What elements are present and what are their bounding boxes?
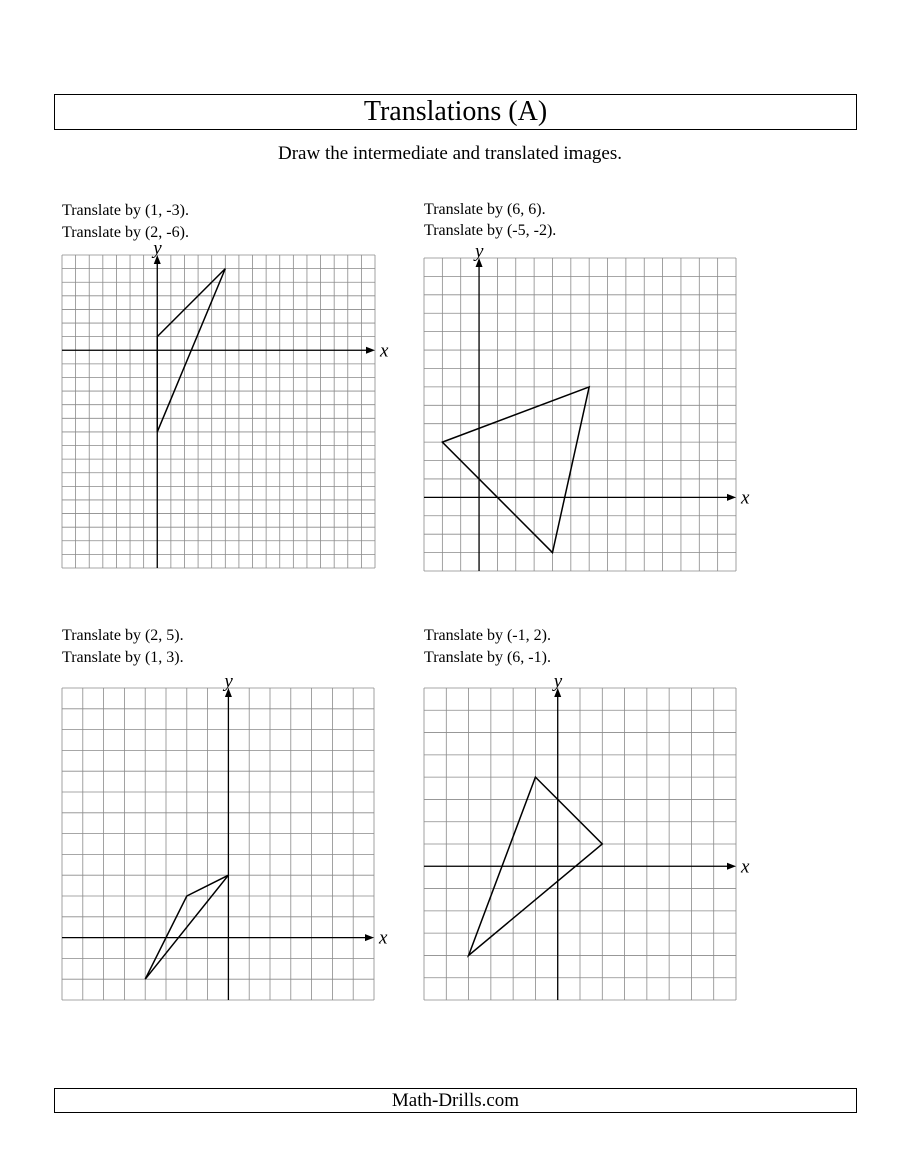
- problem-4-translate-1: Translate by (-1, 2).: [424, 627, 551, 644]
- worksheet-title: Translations (A): [54, 94, 857, 130]
- problem-1-translate-2: Translate by (2, -6).: [62, 224, 189, 241]
- y-axis-label: y: [553, 671, 563, 692]
- x-axis-label: x: [379, 927, 388, 949]
- coordinate-grid-4: [424, 671, 750, 1000]
- x-axis-label: x: [741, 856, 750, 878]
- problem-2-translate-2: Translate by (-5, -2).: [424, 222, 557, 239]
- x-axis-arrow-icon: [366, 347, 375, 354]
- problem-3-translate-2: Translate by (1, 3).: [62, 649, 184, 666]
- y-axis-label: y: [153, 238, 162, 259]
- problem-1-translate-1: Translate by (1, -3).: [62, 202, 189, 219]
- coordinate-grid-3: [62, 671, 388, 1000]
- x-axis-arrow-icon: [727, 494, 736, 501]
- x-axis-label: x: [741, 487, 750, 509]
- worksheet-instructions: Draw the intermediate and translated images.: [278, 143, 622, 164]
- problem-4-translate-2: Translate by (6, -1).: [424, 649, 551, 666]
- x-axis-arrow-icon: [365, 934, 374, 941]
- coordinate-grid-2: [424, 241, 750, 571]
- problem-2-translate-1: Translate by (6, 6).: [424, 201, 546, 218]
- x-axis-label: x: [380, 340, 389, 362]
- coordinate-grid-1: [62, 238, 389, 568]
- x-axis-arrow-icon: [727, 863, 736, 870]
- y-axis-label: y: [475, 241, 484, 262]
- problem-3-translate-1: Translate by (2, 5).: [62, 627, 184, 644]
- footer-site-name: Math-Drills.com: [54, 1088, 857, 1113]
- y-axis-label: y: [224, 671, 233, 692]
